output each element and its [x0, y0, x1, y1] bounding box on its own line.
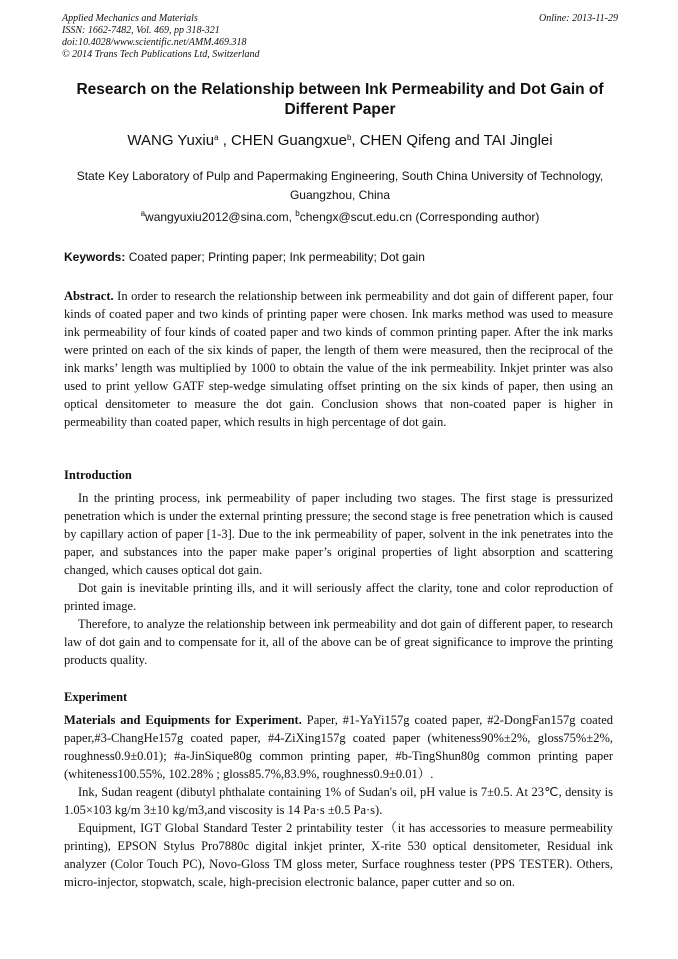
- paper-title: Research on the Relationship between Ink Permeability and Dot Gain of Different Paper: [76, 81, 604, 118]
- email-superscript: a: [140, 209, 146, 218]
- materials-label: Materials and Equipments for Experiment.: [64, 713, 302, 727]
- keywords-text: Coated paper; Printing paper; Ink permeability; Dot gain: [125, 250, 425, 264]
- paragraph: In the printing process, ink permeability of paper including two stages. The first stage is pressurized penetration which is under the external printing pressure; the second stage is free penetration which is caused by capillary action of paper [1-3]. Due to the ink permeability of paper, solvent in the ink penetrates into the paper, and substances into the paper make paper’s original properties of light absorption and scattering changed, which causes optical dot gain.: [64, 491, 613, 577]
- paragraph: Ink, Sudan reagent (dibutyl phthalate containing 1% of Sudan's oil, pH value is 7±0.5. At 23℃, density is 1.05×103 kg/m 3±10 kg/m3,and viscosity is 14 Pa·s ±0.5 Pa·s).: [64, 785, 613, 817]
- affiliation: State Key Laboratory of Pulp and Papermaking Engineering, South China University of Technology, Guangzhou, China: [76, 169, 604, 202]
- issn-line: ISSN: 1662-7482, Vol. 469, pp 318-321: [62, 25, 220, 36]
- author-superscript: a: [214, 133, 219, 142]
- abstract-text: In order to research the relationship between ink permeability and dot gain of different paper, four kinds of coated paper and two kinds of printing paper were chosen. Ink marks method was used to measure ink permeability of four kinds of coated paper and two kinds of common printing paper. After the ink marks were printed on each of the six kinds of paper, the length of them were measured, then the reciprocal of the ink marks’ length was multiplied by 1000 to obtain the value of the ink permeability. Inkjet printer was also used to print yellow GATF step-wedge simulating offset printing on the six kinds of paper, then using an optical densitometer to measure the dot gain. Conclusion shows that non-coated paper is higher in permeability than coated paper, which results in high percentage of dot gain.: [64, 289, 613, 429]
- copyright-line: © 2014 Trans Tech Publications Ltd, Switzerland: [62, 49, 260, 60]
- keywords: [64, 249, 618, 265]
- introduction-heading: Introduction: [64, 468, 132, 482]
- paragraph: Therefore, to analyze the relationship between ink permeability and dot gain of different paper, to research law of dot gain and to compensate for it, all of the above can be of great significance to improve the printing products quality.: [64, 617, 613, 667]
- paragraph: Equipment, IGT Global Standard Tester 2 printability tester（it has accessories to measure permeability printing), EPSON Stylus Pro7880c digital inkjet printer, X-rite 530 optical densitometer, Residual ink analyzer (Color Touch PC), Novo-Gloss TM gloss meter, Surface roughness tester (PPS TESTER). Others, micro-injector, stopwatch, scale, high-precision electronic balance, paper cutter and so on.: [64, 821, 613, 889]
- email-a: wangyuxiu2012@sina.com,: [145, 210, 296, 224]
- email-line: [60, 208, 620, 226]
- email-superscript: b: [295, 209, 300, 218]
- keywords-label: Keywords:: [64, 250, 126, 264]
- author-superscript: b: [346, 133, 352, 142]
- author-name: WANG Yuxiu: [127, 132, 215, 149]
- abstract: [64, 287, 613, 431]
- abstract-label: Abstract.: [64, 289, 114, 303]
- materials-text: Paper, #1-YaYi157g coated paper, #2-DongFan157g coated paper,#3-ChangHe157g coated paper, #4-ZiXing157g coated paper (whiteness90%±2%, gloss75%±2%, roughness0.9±0.01); #a-JinSique80g common printing paper, #b-TingShun80g common printing paper (whiteness100.55%, 102.28% ; gloss85.7%,83.9%, roughness0.9±0.01）.: [64, 713, 613, 781]
- author-list: [60, 131, 620, 151]
- doi-line: doi:10.4028/www.scientific.net/AMM.469.318: [62, 37, 247, 48]
- journal-header: [62, 13, 618, 61]
- email-b: chengx@scut.edu.cn (Corresponding author): [299, 210, 540, 224]
- author-name: , CHEN Guangxue: [218, 132, 347, 149]
- paragraph: Dot gain is inevitable printing ills, and it will seriously affect the clarity, tone and color reproduction of printed image.: [64, 581, 613, 613]
- online-date: Online: 2013-11-29: [539, 13, 618, 24]
- journal-name: Applied Mechanics and Materials: [62, 13, 198, 24]
- introduction-body: [64, 489, 613, 669]
- author-names-rest: , CHEN Qifeng and TAI Jinglei: [351, 132, 553, 149]
- experiment-heading: Experiment: [64, 690, 128, 704]
- experiment-body: [64, 711, 613, 891]
